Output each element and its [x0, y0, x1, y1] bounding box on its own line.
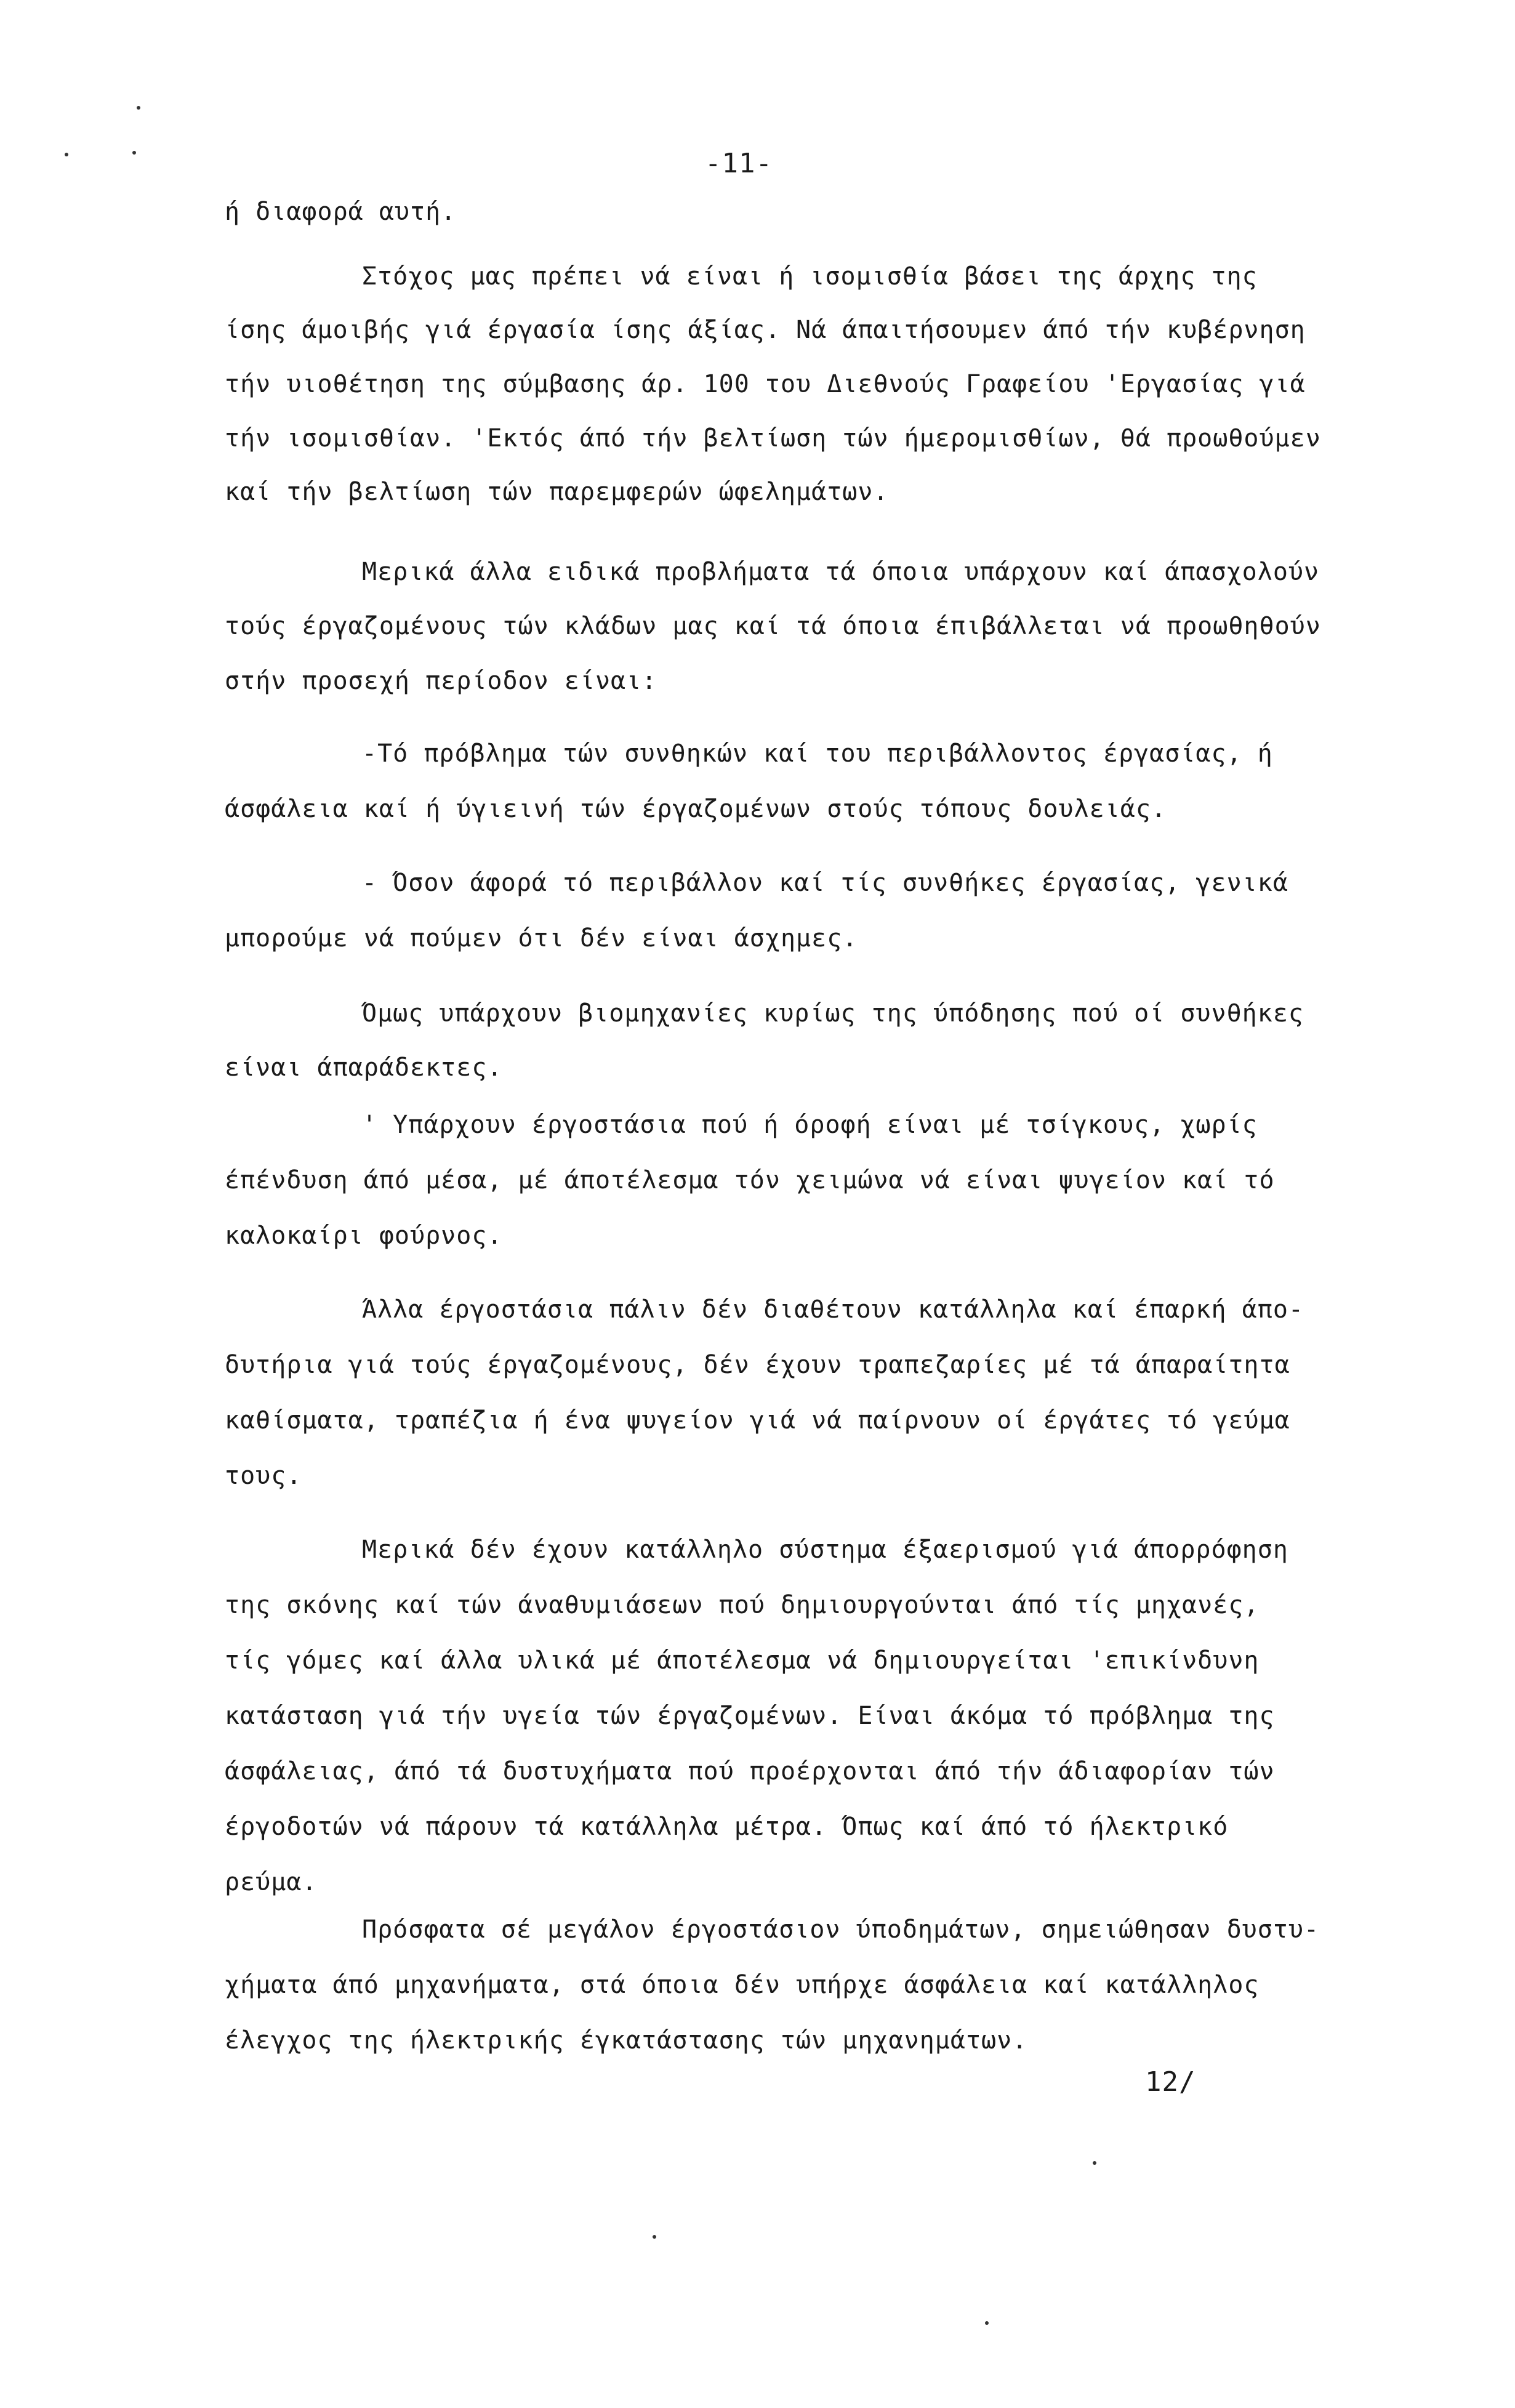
- text-line: έργοδοτών νά πάρουν τά κατάλληλα μέτρα. Όπως καί άπό τό ήλεκτρικό: [225, 1813, 1229, 1841]
- text-line: Άλλα έργοστάσια πάλιν δέν διαθέτουν κατάλληλα καί έπαρκή άπο-: [362, 1295, 1304, 1324]
- text-line: τήν ισομισθίαν. 'Εκτός άπό τήν βελτίωση τών ήμερομισθίων, θά προωθούμεν: [225, 424, 1321, 453]
- text-line: χήματα άπό μηχανήματα, στά όποια δέν υπήρχε άσφάλεια καί κατάλληλος: [225, 1971, 1260, 1999]
- scan-speck: [985, 2321, 989, 2325]
- text-line: μπορούμε νά πούμεν ότι δέν είναι άσχημες.: [225, 924, 858, 952]
- text-line: άσφάλειας, άπό τά δυστυχήματα πού προέρχονται άπό τήν άδιαφορίαν τών: [225, 1757, 1275, 1786]
- text-line: Πρόσφατα σέ μεγάλον έργοστάσιον ύποδημάτων, σημειώθησαν δυστυ-: [362, 1915, 1320, 1944]
- text-line: τήν υιοθέτηση της σύμβασης άρ. 100 του Διεθνούς Γραφείου 'Εργασίας γιά: [225, 370, 1306, 398]
- scan-speck: [653, 2235, 656, 2239]
- text-line: Όμως υπάρχουν βιομηχανίες κυρίως της ύπόδησης πού οί συνθήκες: [362, 999, 1304, 1028]
- text-line: της σκόνης καί τών άναθυμιάσεων πού δημιουργούνται άπό τίς μηχανές,: [225, 1591, 1260, 1619]
- scan-speck: [65, 153, 68, 156]
- text-line: ρεύμα.: [225, 1868, 318, 1896]
- next-page-reference: 12/: [1145, 2066, 1196, 2098]
- text-line: τούς έργαζομένους τών κλάδων μας καί τά όποια έπιβάλλεται νά προωθηθούν: [225, 612, 1321, 640]
- text-line: Στόχος μας πρέπει νά είναι ή ισομισθία βάσει της άρχης της: [362, 262, 1258, 291]
- page-number: -11-: [705, 148, 773, 179]
- text-line: - Όσον άφορά τό περιβάλλον καί τίς συνθήκες έργασίας, γενικά: [362, 869, 1288, 897]
- text-line: τίς γόμες καί άλλα υλικά μέ άποτέλεσμα νά δημιουργείται 'επικίνδυνη: [225, 1646, 1260, 1675]
- scan-speck: [137, 106, 140, 110]
- text-line: έλεγχος της ήλεκτρικής έγκατάστασης τών μηχανημάτων.: [225, 2026, 1028, 2055]
- text-line: έπένδυση άπό μέσα, μέ άποτέλεσμα τόν χειμώνα νά είναι ψυγείον καί τό: [225, 1166, 1275, 1194]
- text-line: ή διαφορά αυτή.: [225, 198, 457, 226]
- text-line: ' Υπάρχουν έργοστάσια πού ή όροφή είναι μέ τσίγκους, χωρίς: [362, 1111, 1258, 1139]
- text-line: καί τήν βελτίωση τών παρεμφερών ώφελημάτων.: [225, 478, 889, 506]
- text-line: Μερικά άλλα ειδικά προβλήματα τά όποια υπάρχουν καί άπασχολούν: [362, 558, 1320, 586]
- scan-speck: [1093, 2161, 1096, 2165]
- text-line: άσφάλεια καί ή ύγιεινή τών έργαζομένων στούς τόπους δουλειάς.: [225, 795, 1167, 823]
- text-line: κατάσταση γιά τήν υγεία τών έργαζομένων. Είναι άκόμα τό πρόβλημα της: [225, 1702, 1275, 1730]
- text-line: καθίσματα, τραπέζια ή ένα ψυγείον γιά νά παίρνουν οί έργάτες τό γεύμα: [225, 1406, 1290, 1435]
- text-line: δυτήρια γιά τούς έργαζομένους, δέν έχουν τραπεζαρίες μέ τά άπαραίτητα: [225, 1351, 1290, 1379]
- text-line: Μερικά δέν έχουν κατάλληλο σύστημα έξαερισμού γιά άπορρόφηση: [362, 1536, 1288, 1564]
- scan-speck: [132, 151, 136, 155]
- text-line: καλοκαίρι φούρνος.: [225, 1222, 503, 1250]
- text-line: τους.: [225, 1462, 302, 1490]
- text-line: -Τό πρόβλημα τών συνθηκών καί του περιβάλλοντος έργασίας, ή: [362, 739, 1273, 768]
- text-line: ίσης άμοιβής γιά έργασία ίσης άξίας. Νά άπαιτήσουμεν άπό τήν κυβέρνηση: [225, 316, 1306, 344]
- text-line: στήν προσεχή περίοδον είναι:: [225, 667, 657, 695]
- text-line: είναι άπαράδεκτες.: [225, 1053, 503, 1082]
